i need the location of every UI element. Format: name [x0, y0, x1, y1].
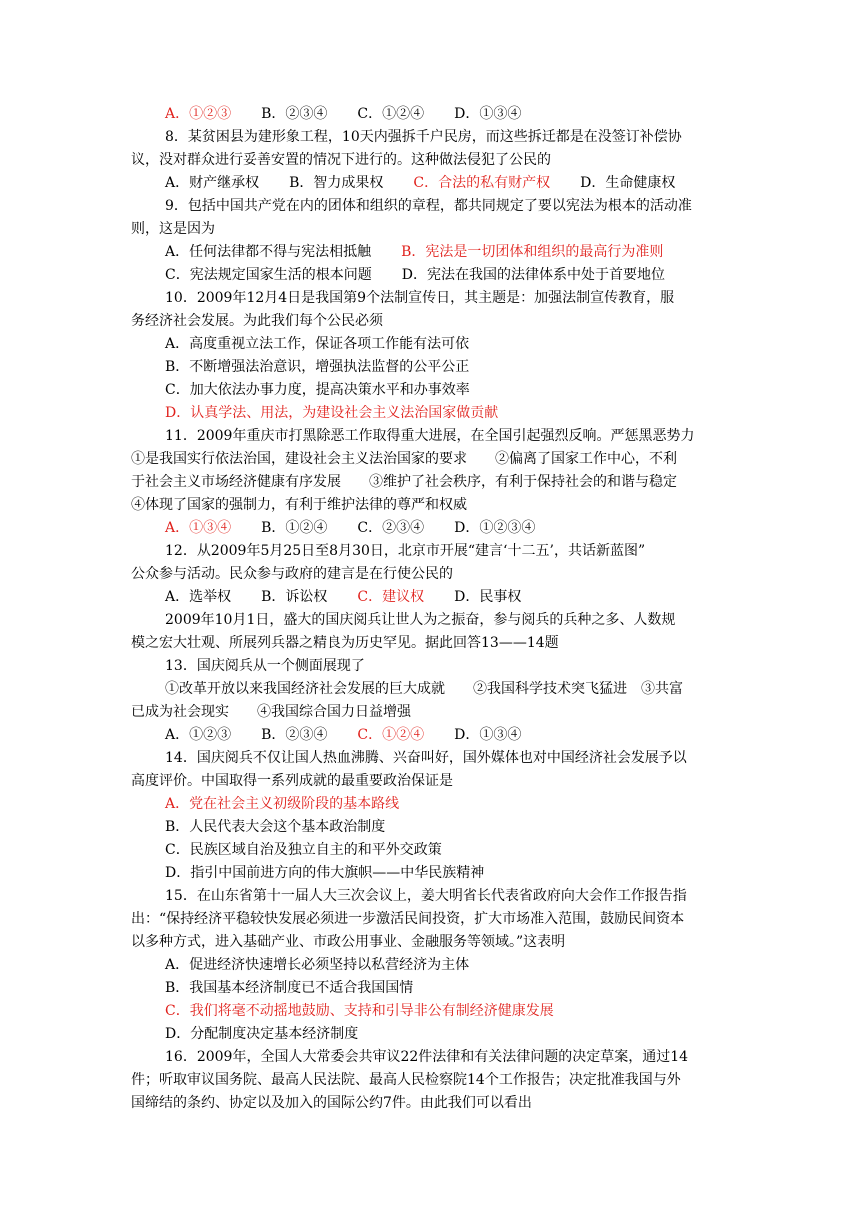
q7-option-c: C．①②④	[357, 106, 425, 122]
q13-stem-line1: 13．国庆阅兵从一个侧面展现了	[165, 658, 365, 674]
q13-stem-line3: 已成为社会现实 ④我国综合国力日益增强	[131, 704, 411, 720]
q12-option-d: D．民事权	[454, 589, 522, 605]
q13-stem-line2: ①改革开放以来我国经济社会发展的巨大成就 ②我国科学技术突飞猛进 ③共富	[165, 681, 683, 697]
q14-stem-line2: 高度评价。中国取得一系列成就的最重要政治保证是	[131, 773, 453, 789]
q12-stem-line1: 12．从2009年5月25日至8月30日，北京市开展“建言‘十二五’，共话新蓝图”	[165, 543, 646, 559]
q12-options	[165, 586, 521, 609]
q8-option-b: B．智力成果权	[289, 175, 384, 191]
q13-option-b: B．②③④	[261, 727, 328, 743]
q9-option-c: C．宪法规定国家生活的根本问题	[165, 267, 372, 283]
q11-option-a: A．①③④	[165, 520, 232, 536]
q11-stem-line3: 于社会主义市场经济健康有序发展 ③维护了社会秩序，有利于保持社会的和谐与稳定	[131, 474, 677, 490]
q14-option-b: B．人民代表大会这个基本政治制度	[165, 819, 386, 835]
q8-option-d: D．生命健康权	[580, 175, 676, 191]
q15-option-b: B．我国基本经济制度已不适合我国国情	[165, 980, 414, 996]
q10-option-b: B．不断增强法治意识，增强执法监督的公平公正	[165, 359, 470, 375]
q8-option-a: A．财产继承权	[165, 175, 260, 191]
q15-option-d: D．分配制度决定基本经济制度	[165, 1026, 359, 1042]
q12-stem-line2: 公众参与活动。民众参与政府的建言是在行使公民的	[131, 566, 453, 582]
q11-option-d: D．①②③④	[454, 520, 536, 536]
q11-stem-line4: ④体现了国家的强制力，有利于维护法律的尊严和权威	[131, 497, 467, 513]
q11-option-b: B．①②④	[261, 520, 328, 536]
q8-options	[165, 172, 675, 195]
q15-stem-line2: 出：“保持经济平稳较快发展必须进一步激活民间投资，扩大市场准入范围，鼓励民间资本	[131, 911, 685, 927]
q10-option-d: D．认真学法、用法，为建设社会主义法治国家做贡献	[165, 405, 499, 421]
q12-option-a: A．选举权	[165, 589, 232, 605]
q11-stem-line1: 11．2009年重庆市打黑除恶工作取得重大进展，在全国引起强烈反响。严惩黑恶势力	[165, 428, 695, 444]
q16-stem-line1: 16．2009年，全国人大常委会共审议22件法律和有关法律问题的决定草案，通过14	[165, 1049, 689, 1065]
q9-option-a: A．任何法律都不得与宪法相抵触	[165, 244, 372, 260]
q15-option-c: C．我们将毫不动摇地鼓励、支持和引导非公有制经济健康发展	[165, 1003, 554, 1019]
q16-stem-line3: 国缔结的条约、协定以及加入的国际公约7件。由此我们可以看出	[131, 1095, 532, 1111]
q12-option-c: C．建议权	[357, 589, 425, 605]
q7-options	[165, 103, 521, 126]
q13-option-d: D．①③④	[454, 727, 522, 743]
q10-stem-line2: 务经济社会发展。为此我们每个公民必须	[131, 313, 383, 329]
q7-option-d: D．①③④	[454, 106, 522, 122]
q8-stem-line1: 8．某贫困县为建形象工程，10天内强拆千户民房，而这些拆迁都是在没签订补偿协	[165, 129, 682, 145]
q7-option-b: B．②③④	[261, 106, 328, 122]
q14-stem-line1: 14．国庆阅兵不仅让国人热血沸腾、兴奋叫好，国外媒体也对中国经济社会发展予以	[165, 750, 687, 766]
q9-options-row2	[165, 264, 665, 287]
q9-option-d: D．宪法在我国的法律体系中处于首要地位	[401, 267, 665, 283]
q15-stem-line1: 15．在山东省第十一届人大三次会议上，姜大明省长代表省政府向大会作工作报告指	[165, 888, 687, 904]
q13-option-c: C．①②④	[357, 727, 425, 743]
q15-option-a: A．促进经济快速增长必须坚持以私营经济为主体	[165, 957, 470, 973]
q10-option-c: C．加大依法办事力度，提高决策水平和办事效率	[165, 382, 470, 398]
q8-option-c: C．合法的私有财产权	[413, 175, 551, 191]
q13-options	[165, 724, 521, 747]
q14-option-a: A．党在社会主义初级阶段的基本路线	[165, 796, 400, 812]
q9-option-b: B．宪法是一切团体和组织的最高行为准则	[401, 244, 664, 260]
q12-option-b: B．诉讼权	[261, 589, 328, 605]
intro-line1: 2009年10月1日，盛大的国庆阅兵让世人为之振奋，参与阅兵的兵种之多、人数规	[165, 612, 676, 628]
q11-stem-line2: ①是我国实行依法治国，建设社会主义法治国家的要求 ②偏离了国家工作中心，不利	[131, 451, 677, 467]
q11-options	[165, 517, 535, 540]
q15-stem-line3: 以多种方式，进入基础产业、市政公用事业、金融服务等领域。”这表明	[131, 934, 566, 950]
q10-stem-line1: 10．2009年12月4日是我国第9个法制宣传日，其主题是：加强法制宣传教育，服	[165, 290, 675, 306]
q7-option-a: A．①②③	[165, 106, 232, 122]
q9-stem-line1: 9．包括中国共产党在内的团体和组织的章程，都共同规定了要以宪法为根本的活动准	[165, 198, 692, 214]
intro-line2: 模之宏大壮观、所展列兵器之精良为历史罕见。据此回答13——14题	[131, 635, 559, 651]
q14-option-d: D．指引中国前进方向的伟大旗帜——中华民族精神	[165, 865, 485, 881]
q10-option-a: A．高度重视立法工作，保证各项工作能有法可依	[165, 336, 470, 352]
q8-stem-line2: 议，没对群众进行妥善安置的情况下进行的。这种做法侵犯了公民的	[131, 152, 551, 168]
q16-stem-line2: 件；听取审议国务院、最高人民法院、最高人民检察院14个工作报告；决定批准我国与外	[131, 1072, 681, 1088]
q9-stem-line2: 则，这是因为	[131, 221, 215, 237]
q14-option-c: C．民族区域自治及独立自主的和平外交政策	[165, 842, 442, 858]
q9-options-row1	[165, 241, 663, 264]
q13-option-a: A．①②③	[165, 727, 232, 743]
q11-option-c: C．②③④	[357, 520, 425, 536]
